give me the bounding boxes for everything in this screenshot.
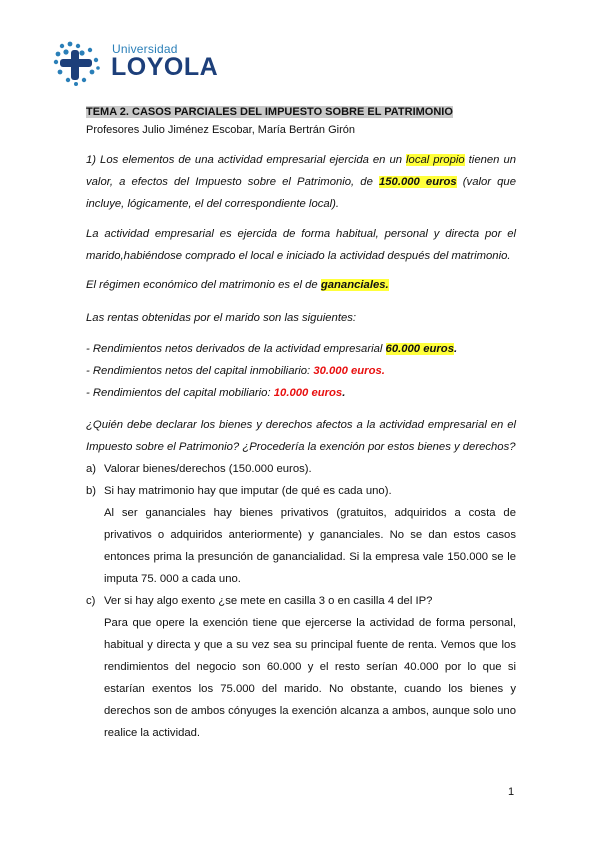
answer-explanation: Para que opere la exención tiene que ejercerse la actividad de forma personal, habitual y directa y que a su vez sea su principal fuente de renta. Vemos que los rendimientos del negocio son 60.000 y el resto serían 40.000 por lo que si estarían exentos los 75.000 del marido. No obstante, cuando los bienes y derechos son de ambos cónyuges la exención alcanza a ambos, aunque solo uno realice la actividad. — [104, 617, 516, 739]
answer-item-a — [86, 458, 516, 480]
paragraph-incomes-intro: Las rentas obtenidas por el marido son las siguientes: — [86, 312, 357, 324]
highlight-value: 150.000 euros — [378, 176, 457, 188]
logo-university-text: Universidad — [112, 42, 178, 56]
logo-loyola-text: LOYOLA — [111, 53, 219, 81]
list-marker: c) — [86, 595, 96, 607]
income-value: 60.000 euros — [385, 343, 454, 355]
answer-item-b — [86, 480, 516, 590]
income-item: - Rendimientos netos derivados de la actividad empresarial 60.000 euros. — [86, 343, 458, 355]
answer-text: Ver si hay algo exento ¿se mete en casilla 3 o en casilla 4 del IP? — [104, 595, 433, 607]
income-value: 30.000 euros. — [313, 365, 385, 377]
incomes-list — [86, 338, 516, 404]
answer-text: Valorar bienes/derechos (150.000 euros). — [104, 463, 312, 475]
paragraph-regime: El régimen económico del matrimonio es el de gananciales. — [86, 279, 389, 291]
page-number: 1 — [508, 786, 515, 798]
income-item: - Rendimientos del capital mobiliario: 10.000 euros. — [86, 387, 346, 399]
answers-list — [86, 458, 516, 744]
document-title: TEMA 2. CASOS PARCIALES DEL IMPUESTO SOBRE EL PATRIMONIO — [86, 106, 453, 118]
answer-text: Si hay matrimonio hay que imputar (de qué es cada uno). — [104, 485, 392, 497]
income-item: - Rendimientos netos del capital inmobiliario: 30.000 euros. — [86, 365, 385, 377]
list-marker: b) — [86, 485, 97, 497]
loyola-emblem-icon — [52, 40, 104, 88]
document-authors: Profesores Julio Jiménez Escobar, María Bertrán Girón — [86, 124, 356, 136]
highlight-gananciales: gananciales. — [320, 279, 389, 291]
paragraph-statement: 1) Los elementos de una actividad empresarial ejercida en un local propio tienen un valor, a efectos del Impuesto sobre el Patrimonio, de 150.000 euros (valor que incluye, lógicamente, el del correspondiente local). — [86, 154, 517, 210]
answer-explanation: Al ser gananciales hay bienes privativos (gratuitos, adquiridos a costa de privativos o adquiridos anteriormente) y gananciales. No se dan estos casos entonces prima la presunción de ganancialidad. Si la empresa vale 150.000 se le imputa 75. 000 a cada uno. — [104, 507, 516, 585]
university-logo — [52, 40, 222, 88]
answer-item-c — [86, 590, 516, 744]
list-marker: a) — [86, 463, 97, 475]
income-value: 10.000 euros — [273, 387, 343, 399]
paragraph-activity: La actividad empresarial es ejercida de forma habitual, personal y directa por el marido,habiéndose comprado el local e iniciado la actividad después del matrimonio. — [86, 228, 516, 262]
question-paragraph: ¿Quién debe declarar los bienes y derechos afectos a la actividad empresarial en el Impuesto sobre el Patrimonio? ¿Procedería la exención por estos bienes y derechos? — [86, 419, 516, 453]
highlight-local-propio: local propio — [406, 154, 465, 166]
